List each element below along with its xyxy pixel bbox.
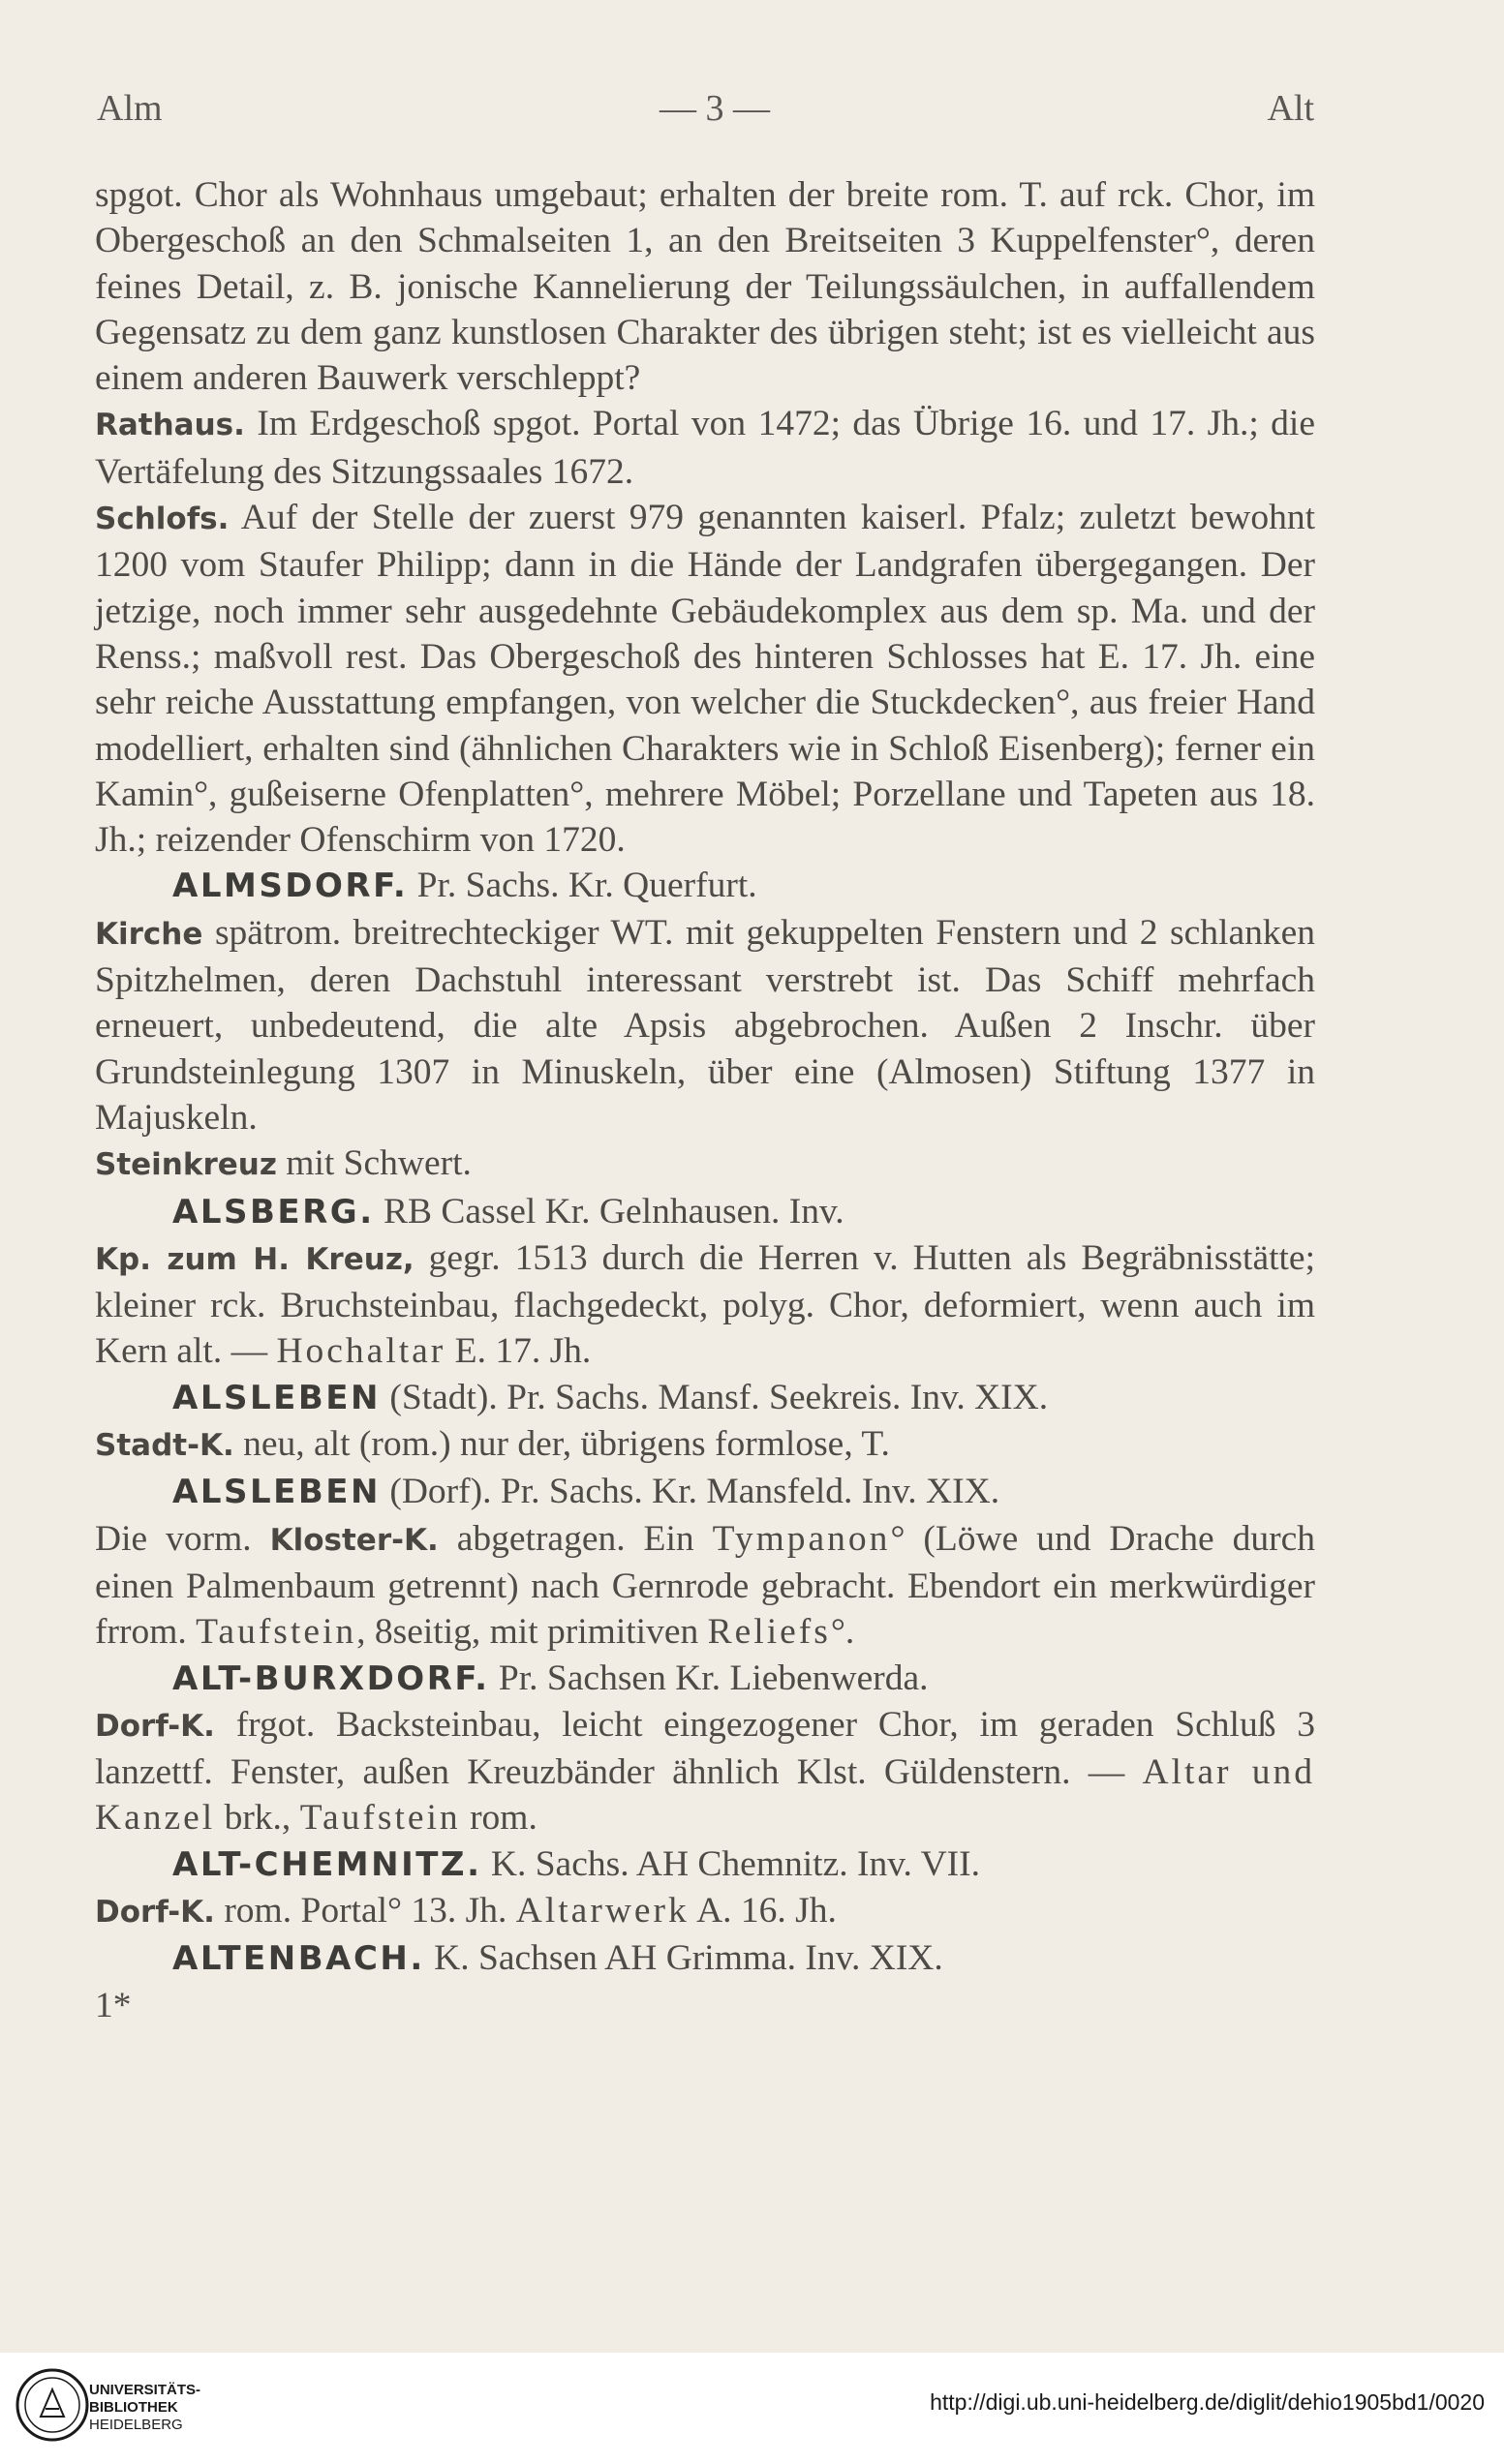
- paragraph-text: neu, alt (rom.) nur der, übrigens formlose, T.: [233, 1424, 890, 1465]
- entry-label: Kloster-K.: [269, 1522, 439, 1558]
- spaced-term: Reliefs: [707, 1612, 831, 1653]
- place-info: Pr. Sachs. Kr. Querfurt.: [408, 866, 757, 906]
- place-name: ALSBERG.: [172, 1192, 375, 1232]
- place-info: (Dorf). Pr. Sachs. Kr. Mansfeld. Inv. XIX.: [380, 1472, 1000, 1512]
- page-number: — 3 —: [660, 88, 770, 129]
- paragraph-text: ° (Löwe und Drache durch einen Palmenbaum getrennt) nach Gernrode gebracht. Ebendort ein merkwürdiger frrom.: [95, 1518, 1315, 1653]
- place-name: ALSLEBEN: [172, 1473, 381, 1512]
- entry-label: Schlofs.: [95, 502, 230, 537]
- paragraph-text: abgetragen. Ein: [438, 1518, 713, 1559]
- paragraph-text: E. 17. Jh.: [445, 1331, 592, 1372]
- place-heading: [95, 1841, 1315, 1888]
- source-url-link[interactable]: http://digi.ub.uni-heidelberg.de/diglit/dehio1905bd1/0020: [930, 2389, 1485, 2415]
- spaced-term: Tympanon: [712, 1518, 891, 1559]
- spaced-term: Taufstein: [299, 1798, 461, 1839]
- place-heading: [95, 1189, 1315, 1235]
- paragraph: [95, 910, 1315, 1141]
- paragraph-text: frgot. Backsteinbau, leicht eingezogener Chor, im geraden Schluß 3 lanzettf. Fenster, außen Kreuzbänder ähnlich Klst. Güldenstern. —: [95, 1704, 1315, 1793]
- paragraph: [95, 401, 1315, 495]
- paragraph-text: Auf der Stelle der zuerst 979 genannten kaiserl. Pfalz; zuletzt bewohnt 1200 vom Staufer Philipp; dann in die Hände der Landgrafen übergegangen. Der jetzige, noch immer sehr ausgedehnte Gebäudekomplex aus dem sp. Ma. und der Renss.; maßvoll rest. Das Obergeschoß des hinteren Schlosses hat E. 17. Jh. eine sehr reiche Ausstattung empfangen, von welcher die Stuckdecken°, aus freier Hand modelliert, erhalten sind (ähnlichen Charakters wie in Schloß Eisenberg); ferner ein Kamin°, gußeiserne Ofenplatten°, mehrere Möbel; Porzellane und Tapeten aus 18. Jh.; reizender Ofenschirm von 1720.: [95, 498, 1315, 861]
- spaced-term: Taufstein: [196, 1612, 357, 1653]
- place-heading: [95, 1375, 1315, 1421]
- entry-label: Kirche: [95, 916, 203, 952]
- footer-bar: [0, 2353, 1504, 2464]
- paragraph: [95, 1235, 1315, 1375]
- entry-label: Steinkreuz: [95, 1147, 277, 1183]
- spaced-term: Altarwerk: [515, 1890, 690, 1931]
- paragraph-text: rom. Portal° 13. Jh.: [214, 1890, 516, 1931]
- paragraph-text: gegr. 1513 durch die Herren v. Hutten als Begräbnisstätte; kleiner rck. Bruchsteinbau, flachgedeckt, polyg. Chor, deformiert, wenn auch im Kern alt. —: [95, 1237, 1315, 1372]
- entry-label: Rathaus.: [95, 408, 245, 443]
- place-name: ALSLEBEN: [172, 1378, 381, 1417]
- header-left: Alm: [97, 88, 163, 129]
- header-right: Alt: [1267, 88, 1314, 129]
- paragraph-text: brk.,: [215, 1798, 300, 1839]
- entry-label: Dorf-K.: [95, 1894, 215, 1930]
- logo-line: HEIDELBERG: [89, 2417, 183, 2433]
- paragraph: [95, 495, 1315, 863]
- spaced-term: Hochaltar: [276, 1331, 446, 1372]
- entry-label: Dorf-K.: [95, 1708, 215, 1744]
- paragraph: [95, 1516, 1315, 1656]
- place-name: ALT-CHEMNITZ.: [172, 1844, 482, 1884]
- paragraph-text: Die vorm.: [95, 1518, 270, 1559]
- library-logo-text: [89, 2382, 200, 2434]
- paragraph: [95, 1421, 1315, 1469]
- entry-label: Stadt-K.: [95, 1428, 234, 1464]
- place-info: RB Cassel Kr. Gelnhausen. Inv.: [374, 1191, 844, 1232]
- body-text: [95, 172, 1315, 2028]
- paragraph-text: A. 16. Jh.: [689, 1890, 837, 1931]
- entry-label: Kp. zum H. Kreuz,: [95, 1241, 414, 1277]
- paragraph-text: spgot. Chor als Wohnhaus umgebaut; erhalten der breite rom. T. auf rck. Chor, im Obergeschoß an den Schmalseiten 1, an den Breitseiten 3 Kuppelfenster°, deren feines Detail, z. B. jonische Kannelierung der Teilungssäulchen, in auffallendem Gegensatz zu dem ganz kunstlosen Charakter des übrigen steht; ist es vielleicht aus einem anderen Bauwerk verschleppt?: [95, 175, 1315, 399]
- paragraph: [95, 1141, 1315, 1188]
- logo-line: UNIVERSITÄTS-: [89, 2382, 201, 2398]
- paragraph-text: Im Erdgeschoß spgot. Portal von 1472; das Übrige 16. und 17. Jh.; die Vertäfelung des Sitzungssaales 1672.: [95, 404, 1315, 492]
- university-seal-icon: [14, 2366, 91, 2444]
- place-info: Pr. Sachsen Kr. Liebenwerda.: [489, 1658, 929, 1698]
- place-name: ALMSDORF.: [172, 867, 409, 906]
- place-info: K. Sachs. AH Chemnitz. Inv. VII.: [481, 1843, 981, 1884]
- page-header: [97, 87, 1314, 130]
- paragraph-text: rom.: [460, 1798, 537, 1839]
- place-heading: [95, 1469, 1315, 1515]
- place-heading: [95, 863, 1315, 909]
- place-heading: [95, 1656, 1315, 1702]
- paragraph-text: , 8seitig, mit primitiven: [356, 1612, 708, 1653]
- paragraph-text: mit Schwert.: [276, 1143, 472, 1184]
- place-heading: [95, 1935, 1315, 1982]
- signature-mark: 1*: [95, 1985, 132, 2025]
- spaced-term: Altar und Kanzel: [95, 1752, 1315, 1839]
- place-info: K. Sachsen AH Grimma. Inv. XIX.: [424, 1938, 943, 1979]
- logo-line: BIBLIOTHEK: [89, 2399, 178, 2416]
- paragraph: [95, 1888, 1315, 1935]
- paragraph-text: °.: [830, 1612, 855, 1653]
- place-name: ALT-BURXDORF.: [172, 1658, 490, 1698]
- place-name: ALTENBACH.: [172, 1939, 425, 1979]
- paragraph-text: spätrom. breitrechteckiger WT. mit gekuppelten Fenstern und 2 schlanken Spitzhelmen, deren Dachstuhl interessant verstrebt ist. Das Schiff mehrfach erneuert, unbedeutend, die alte Apsis abgebrochen. Außen 2 Inschr. über Grundsteinlegung 1307 in Minuskeln, über eine (Almosen) Stiftung 1377 in Majuskeln.: [95, 912, 1315, 1138]
- paragraph: [95, 172, 1315, 401]
- place-info: (Stadt). Pr. Sachs. Mansf. Seekreis. Inv. XIX.: [380, 1377, 1049, 1417]
- paragraph: [95, 1702, 1315, 1841]
